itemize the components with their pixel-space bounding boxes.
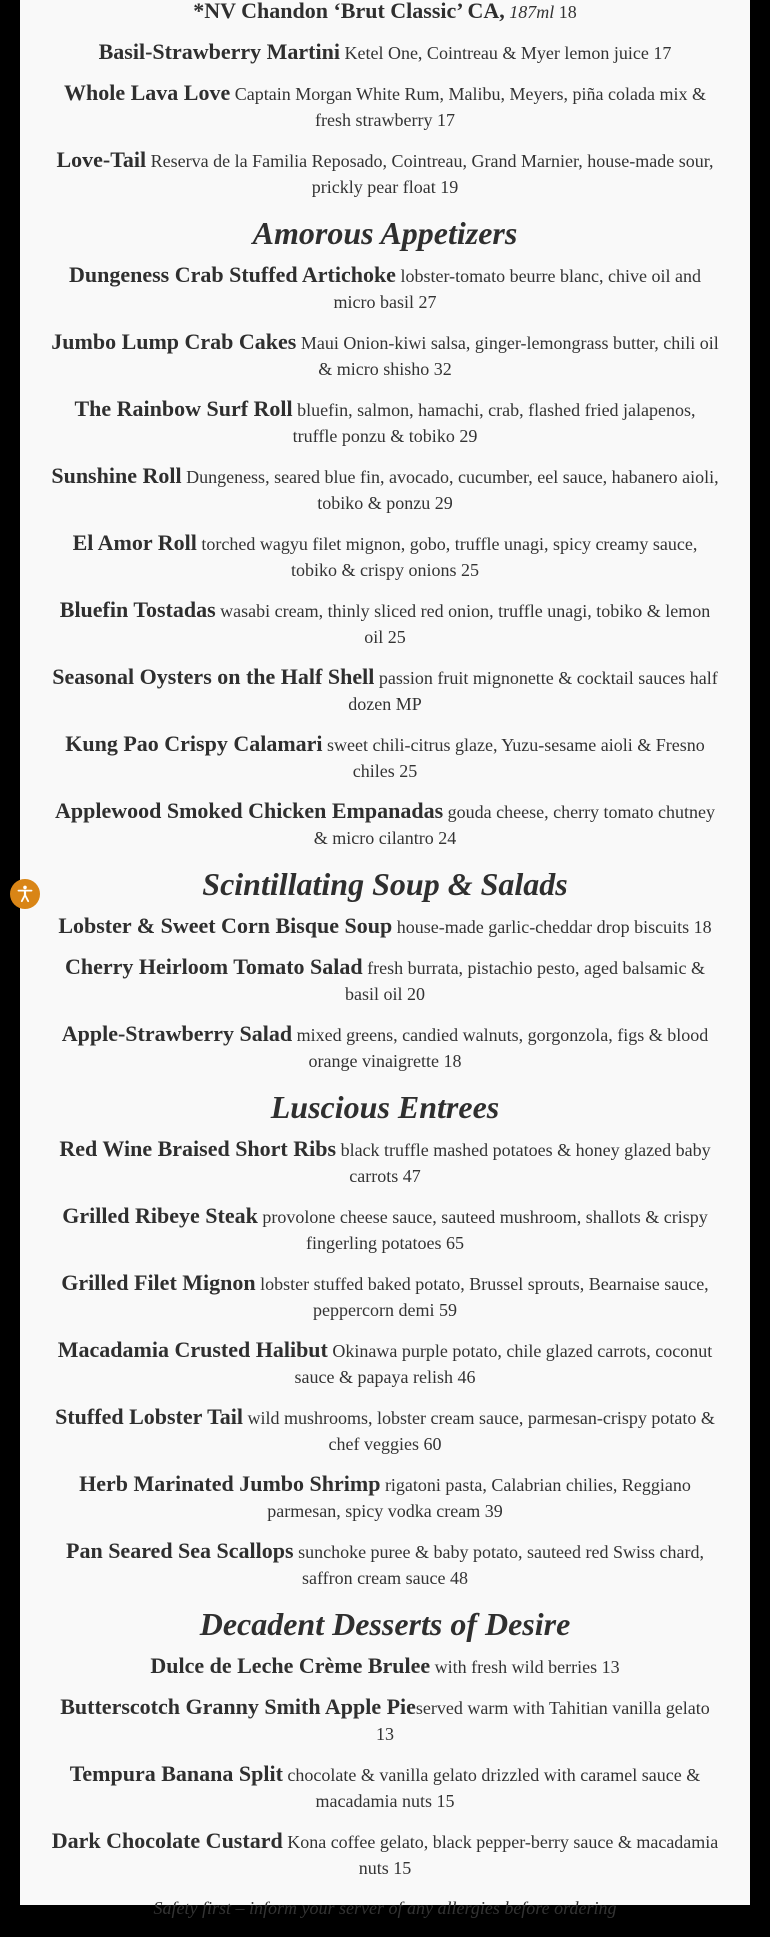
menu-item-description: Kona coffee gelato, black pepper-berry sauce & macadamia nuts 15 [287, 1832, 719, 1878]
menu-item-description: Dungeness, seared blue fin, avocado, cucumber, eel sauce, habanero aioli, tobiko & ponzu 29 [186, 467, 719, 513]
menu-item-name: Applewood Smoked Chicken Empanadas [54, 798, 444, 823]
menu-item-name: Red Wine Braised Short Ribs [59, 1136, 337, 1161]
menu-item-name: Sunshine Roll [51, 463, 182, 488]
menu-item-name: Dulce de Leche Crème Brulee [150, 1653, 431, 1678]
menu-item-name: *NV Chandon ‘Brut Classic’ CA, [193, 0, 505, 23]
menu-item [50, 0, 720, 25]
menu-item-size: 187ml [509, 2, 555, 22]
section-title-appetizers: Amorous Appetizers [252, 215, 518, 251]
menu-item-name: Kung Pao Crispy Calamari [65, 731, 323, 756]
menu-item-description: Ketel One, Cointreau & Myer lemon juice 17 [344, 43, 672, 63]
menu-item-name: Grilled Ribeye Steak [62, 1203, 258, 1228]
menu-item-description: Okinawa purple potato, chile glazed carrots, coconut sauce & papaya relish 46 [294, 1341, 713, 1387]
menu-item-description: 18 [558, 2, 577, 22]
menu-item-description: rigatoni pasta, Calabrian chilies, Reggiano parmesan, spicy vodka cream 39 [267, 1475, 691, 1521]
menu-item [50, 798, 720, 851]
menu-item-description: bluefin, salmon, hamachi, crab, flashed fried jalapenos, truffle ponzu & tobiko 29 [292, 400, 696, 446]
menu-item-description: Maui Onion-kiwi salsa, ginger-lemongrass butter, chili oil & micro shisho 32 [300, 333, 719, 379]
menu-panel [20, 0, 750, 1918]
menu-item-name: Macadamia Crusted Halibut [57, 1337, 328, 1362]
menu-item-name: Lobster & Sweet Corn Bisque Soup [58, 913, 393, 938]
allergy-notice: Safety first – inform your server of any allergies before ordering [153, 1898, 617, 1918]
menu-item-name: Apple-Strawberry Salad [61, 1021, 293, 1046]
menu-item-description: chocolate & vanilla gelato drizzled with caramel sauce & macadamia nuts 15 [287, 1765, 701, 1811]
menu-item-description: Reserva de la Familia Reposado, Cointreau, Grand Marnier, house-made sour, prickly pear float 19 [150, 151, 714, 197]
menu-item-description: sunchoke puree & baby potato, sauteed red Swiss chard, saffron cream sauce 48 [298, 1542, 704, 1588]
menu-item [50, 1828, 720, 1881]
menu-item-name: El Amor Roll [72, 530, 197, 555]
menu-item-name: Butterscotch Granny Smith Apple Pie [60, 1694, 416, 1719]
menu-item-name: Love-Tail [56, 147, 147, 172]
menu-item-description: passion fruit mignonette & cocktail sauces half dozen MP [348, 668, 718, 714]
menu-item [50, 396, 720, 449]
menu-item [50, 1337, 720, 1390]
menu-item-name: Bluefin Tostadas [59, 597, 216, 622]
menu-item-description: sweet chili-citrus glaze, Yuzu-sesame aioli & Fresno chiles 25 [327, 735, 705, 781]
menu-item [50, 954, 720, 1007]
menu-item-name: Herb Marinated Jumbo Shrimp [79, 1471, 381, 1496]
menu-item [50, 147, 720, 200]
accessibility-button[interactable] [10, 879, 40, 909]
menu-item [50, 1761, 720, 1814]
menu-item-name: Seasonal Oysters on the Half Shell [52, 664, 375, 689]
menu-item-name: Whole Lava Love [64, 80, 231, 105]
menu-item-name: Dark Chocolate Custard [51, 1828, 283, 1853]
menu-item-name: Cherry Heirloom Tomato Salad [65, 954, 363, 979]
menu-item-name: Tempura Banana Split [69, 1761, 283, 1786]
menu-item [50, 530, 720, 583]
menu-item-description: wasabi cream, thinly sliced red onion, truffle unagi, tobiko & lemon oil 25 [220, 601, 711, 647]
menu-item-description: torched wagyu filet mignon, gobo, truffle unagi, spicy creamy sauce, tobiko & crispy onions 25 [201, 534, 698, 580]
menu-item [50, 1021, 720, 1074]
menu-item-name: Jumbo Lump Crab Cakes [51, 329, 297, 354]
menu-item-description: with fresh wild berries 13 [434, 1657, 620, 1677]
menu-item-description: gouda cheese, cherry tomato chutney & micro cilantro 24 [313, 802, 716, 848]
menu-item-name: Grilled Filet Mignon [61, 1270, 256, 1295]
menu-item-description: wild mushrooms, lobster cream sauce, parmesan-crispy potato & chef veggies 60 [247, 1408, 715, 1454]
menu-item [50, 731, 720, 784]
menu-item-description: lobster-tomato beurre blanc, chive oil and micro basil 27 [333, 266, 701, 312]
menu-item [50, 262, 720, 315]
menu-item-description: mixed greens, candied walnuts, gorgonzola, figs & blood orange vinaigrette 18 [296, 1025, 709, 1071]
section-title-soups-salads: Scintillating Soup & Salads [202, 866, 568, 902]
menu-item [50, 39, 720, 66]
menu-item [50, 1694, 720, 1747]
menu-item [50, 597, 720, 650]
menu-item [50, 664, 720, 717]
menu-item [50, 1653, 720, 1680]
menu-item-name: Stuffed Lobster Tail [55, 1404, 243, 1429]
accessibility-person-icon [15, 884, 35, 904]
menu-item-description: provolone cheese sauce, sauteed mushroom, shallots & crispy fingerling potatoes 65 [262, 1207, 708, 1253]
menu-item-description: fresh burrata, pistachio pesto, aged balsamic & basil oil 20 [345, 958, 705, 1004]
section-title-entrees: Luscious Entrees [270, 1089, 500, 1125]
menu-content [20, 0, 750, 1921]
menu-item [50, 80, 720, 133]
menu-item [50, 1471, 720, 1524]
menu-item-description: Captain Morgan White Rum, Malibu, Meyers, piña colada mix & fresh strawberry 17 [234, 84, 706, 130]
section-title-desserts: Decadent Desserts of Desire [199, 1606, 571, 1642]
menu-item-description: house-made garlic-cheddar drop biscuits 18 [396, 917, 712, 937]
menu-item-name: The Rainbow Surf Roll [74, 396, 293, 421]
menu-item [50, 1203, 720, 1256]
menu-item-name: Basil-Strawberry Martini [98, 39, 340, 64]
menu-item-description: served warm with Tahitian vanilla gelato 13 [376, 1698, 710, 1744]
menu-item [50, 1538, 720, 1591]
menu-item [50, 913, 720, 940]
menu-item [50, 329, 720, 382]
menu-item-description: lobster stuffed baked potato, Brussel sprouts, Bearnaise sauce, peppercorn demi 59 [260, 1274, 709, 1320]
menu-item-name: Dungeness Crab Stuffed Artichoke [68, 262, 396, 287]
menu-item [50, 1270, 720, 1323]
menu-item [50, 463, 720, 516]
menu-item-name: Pan Seared Sea Scallops [66, 1538, 294, 1563]
menu-item [50, 1136, 720, 1189]
menu-item [50, 1404, 720, 1457]
menu-item-description: black truffle mashed potatoes & honey glazed baby carrots 47 [340, 1140, 711, 1186]
